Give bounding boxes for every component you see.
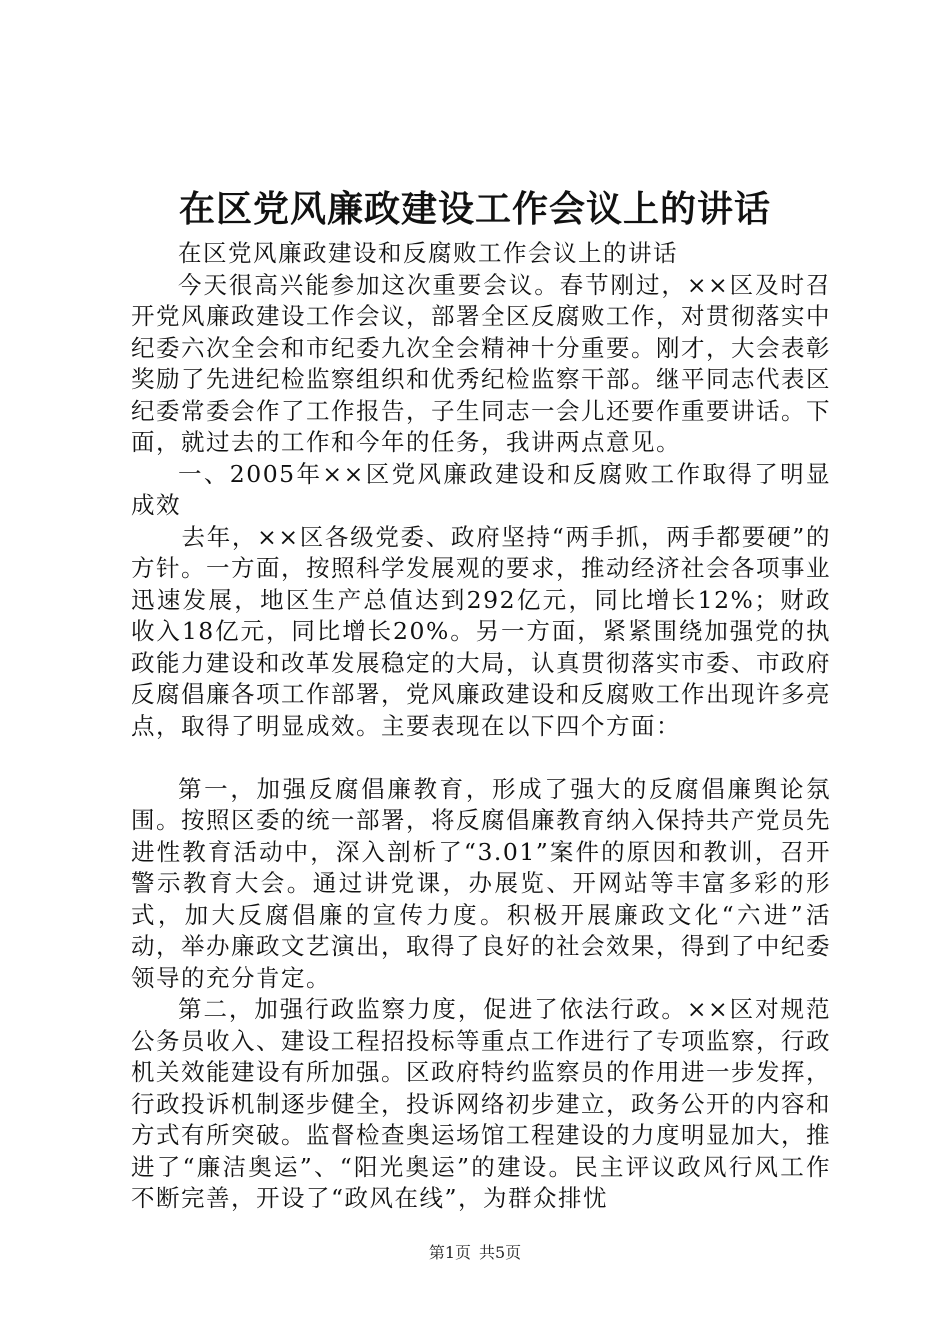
intro-paragraph: 今天很高兴能参加这次重要会议。春节刚过，××区及时召开党风廉政建设工作会议，部署全区反腐败工作，对贯彻落实中纪委六次全会和市纪委九次全会精神十分重要。刚才，大会表彰奖励了先进纪检监察组织和优秀纪检监察干部。继平同志代表区纪委常委会作了工作报告，子生同志一会儿还要作重要讲话。下面，就过去的工作和今年的任务，我讲两点意见。 xyxy=(131,270,831,456)
body-paragraph-second: 第二，加强行政监察力度，促进了依法行政。××区对规范公务员收入、建设工程招投标等重点工作进行了专项监察，行政机关效能建设有所加强。区政府特约监察员的作用进一步发挥，行政投诉机制逐步健全，投诉网络初步建立，政务公开的内容和方式有所突破。监督检查奥运场馆工程建设的力度明显加大，推进了“廉洁奥运”、“阳光奥运”的建设。民主评议政风行风工作不断完善，开设了“政风在线”，为群众排忧 xyxy=(131,995,831,1212)
paragraph-spacer xyxy=(131,742,831,774)
subtitle-paragraph: 在区党风廉政建设和反腐败工作会议上的讲话 xyxy=(178,239,678,267)
section-heading-1: 一、2005年××区党风廉政建设和反腐败工作取得了明显成效 xyxy=(131,459,831,519)
body-paragraph-first: 第一，加强反腐倡廉教育，形成了强大的反腐倡廉舆论氛围。按照区委的统一部署，将反腐倡廉教育纳入保持共产党员先进性教育活动中，深入剖析了“3.01”案件的原因和教训，召开警示教育大会。通过讲党课，办展览、开网站等丰富多彩的形式，加大反腐倡廉的宣传力度。积极开展廉政文化“六进”活动，举办廉政文艺演出，取得了良好的社会效果，得到了中纪委领导的充分肯定。 xyxy=(131,774,831,992)
document-title: 在区党风廉政建设工作会议上的讲话 xyxy=(178,188,771,230)
body-paragraph-last-year: 去年，××区各级党委、政府坚持“两手抓，两手都要硬”的方针。一方面，按照科学发展观的要求，推动经济社会各项事业迅速发展，地区生产总值达到292亿元，同比增长12%；财政收入18亿元，同比增长20%。另一方面，紧紧围绕加强党的执政能力建设和改革发展稳定的大局，认真贯彻落实市委、市政府反腐倡廉各项工作部署，党风廉政建设和反腐败工作出现许多亮点，取得了明显成效。主要表现在以下四个方面： xyxy=(131,522,831,740)
page-number: 第1页 xyxy=(428,1243,471,1262)
page-footer xyxy=(0,1243,950,1263)
document-body xyxy=(131,238,831,1215)
page-total: 共5页 xyxy=(479,1243,522,1262)
